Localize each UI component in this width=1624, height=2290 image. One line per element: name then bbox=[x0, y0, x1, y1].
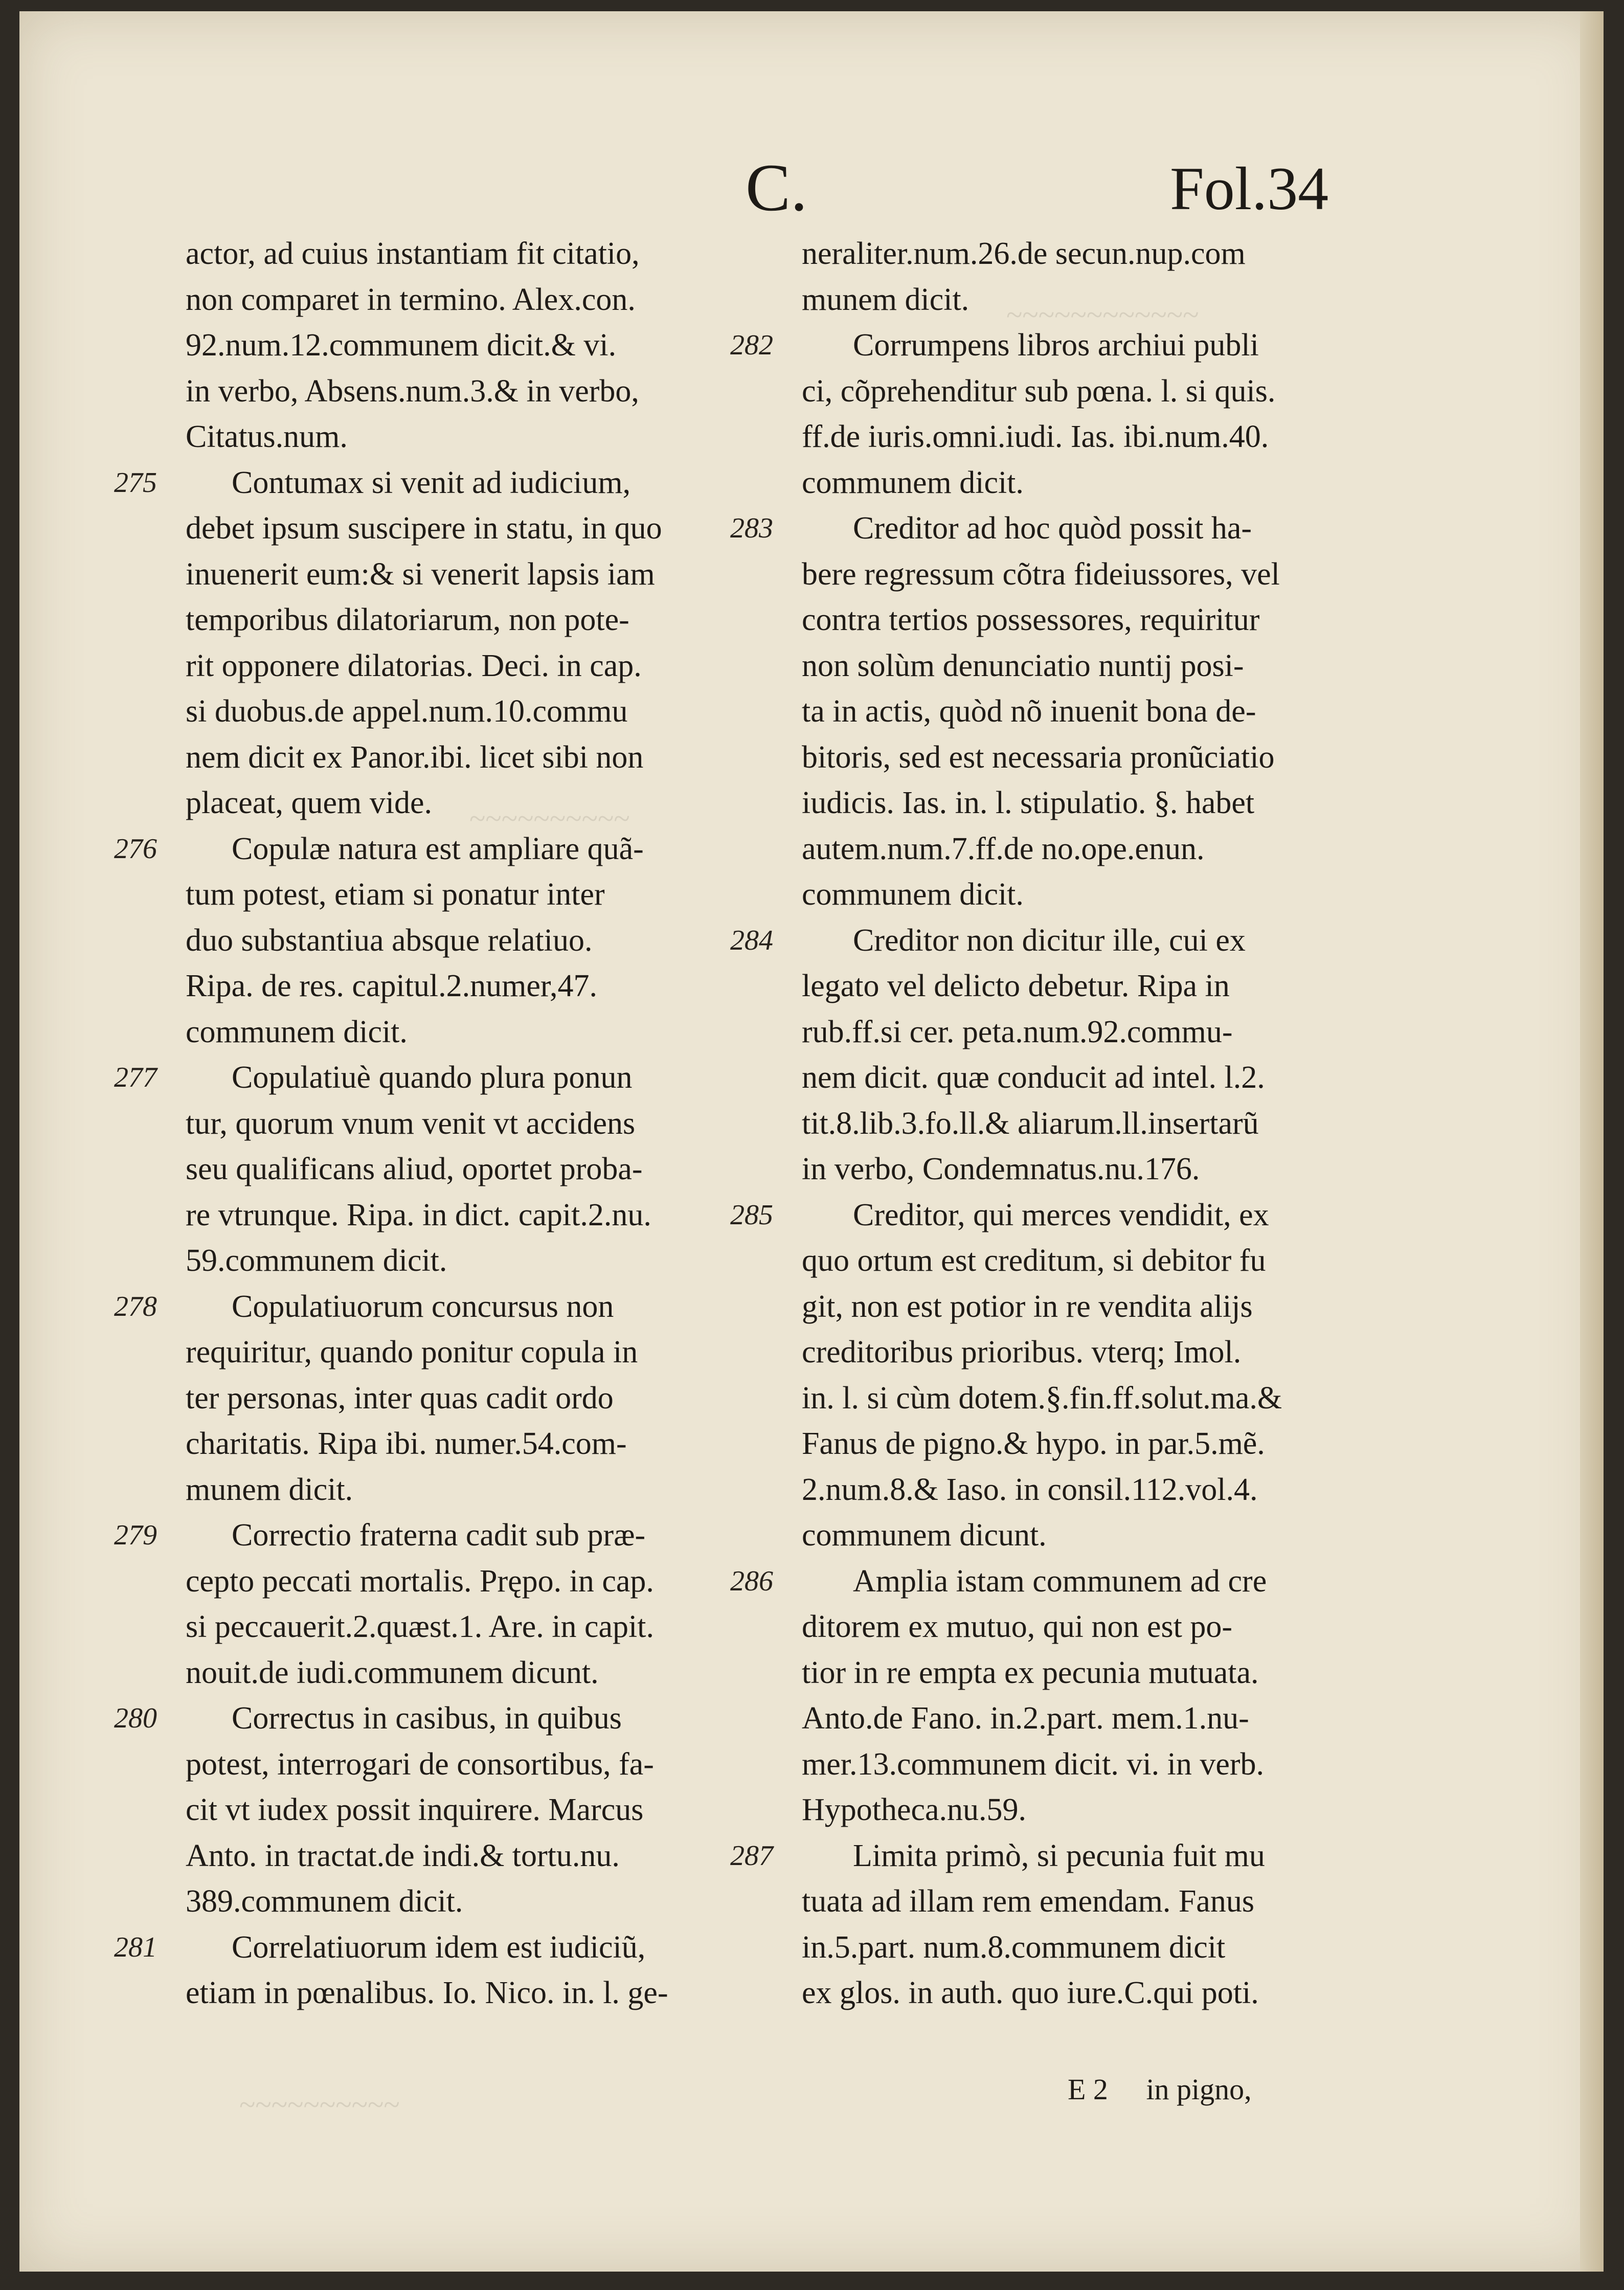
text-line bbox=[114, 231, 753, 277]
left-column bbox=[114, 231, 753, 2016]
text-line bbox=[730, 1330, 1390, 1376]
text-line bbox=[114, 1925, 753, 1971]
signature-mark: E 2 bbox=[1068, 2073, 1108, 2106]
text-line bbox=[114, 1193, 753, 1239]
line-text: 2.num.8.& Iaso. in consil.112.vol.4. bbox=[802, 1472, 1258, 1507]
text-line bbox=[114, 506, 753, 552]
text-line bbox=[114, 918, 753, 964]
text-line bbox=[114, 1650, 753, 1696]
text-line bbox=[114, 597, 753, 643]
line-text: contra tertios possessores, requiritur bbox=[802, 602, 1260, 637]
text-line bbox=[114, 1833, 753, 1879]
line-text: in. l. si cùm dotem.§.fin.ff.solut.ma.& bbox=[802, 1380, 1282, 1416]
text-line bbox=[730, 1055, 1390, 1101]
line-text: 389.communem dicit. bbox=[186, 1884, 463, 1919]
line-text: Limita primò, si pecunia fuit mu bbox=[853, 1838, 1265, 1873]
line-text: placeat, quem vide. bbox=[186, 785, 433, 820]
text-line bbox=[730, 460, 1390, 506]
catchword: in pigno, bbox=[1146, 2073, 1252, 2106]
line-text: munem dicit. bbox=[186, 1472, 353, 1507]
line-text: in verbo, Absens.num.3.& in verbo, bbox=[186, 373, 639, 409]
line-text: 59.communem dicit. bbox=[186, 1243, 447, 1278]
text-line bbox=[730, 1238, 1390, 1284]
page-footer bbox=[1068, 2072, 1252, 2106]
entry-number: 285 bbox=[730, 1199, 773, 1231]
line-text: autem.num.7.ff.de no.ope.enun. bbox=[802, 831, 1205, 866]
entry-number: 278 bbox=[114, 1290, 157, 1322]
text-line bbox=[730, 231, 1390, 277]
line-text: communem dicit. bbox=[802, 877, 1024, 912]
line-text: git, non est potior in re vendita alijs bbox=[802, 1289, 1253, 1324]
line-text: Anto. in tractat.de indi.& tortu.nu. bbox=[186, 1838, 620, 1873]
line-text: Copulæ natura est ampliare quã- bbox=[232, 831, 644, 866]
text-line bbox=[114, 1147, 753, 1193]
text-line bbox=[730, 1604, 1390, 1650]
book-page bbox=[19, 11, 1604, 2272]
text-line bbox=[730, 643, 1390, 689]
line-text: Correctio fraterna cadit sub præ- bbox=[232, 1518, 646, 1553]
folio-number: Fol.34 bbox=[1170, 154, 1329, 222]
line-text: duo substantiua absque relatiuo. bbox=[186, 923, 593, 958]
line-text: rub.ff.si cer. peta.num.92.commu- bbox=[802, 1014, 1233, 1049]
text-line bbox=[114, 369, 753, 415]
text-line bbox=[114, 1696, 753, 1742]
line-text: charitatis. Ripa ibi. numer.54.com- bbox=[186, 1426, 627, 1461]
line-text: cepto peccati mortalis. Prępo. in cap. bbox=[186, 1563, 654, 1599]
entry-number: 283 bbox=[730, 512, 773, 544]
line-text: cit vt iudex possit inquirere. Marcus bbox=[186, 1792, 644, 1827]
line-text: tur, quorum vnum venit vt accidens bbox=[186, 1106, 636, 1141]
line-text: etiam in pœnalibus. Io. Nico. in. l. ge- bbox=[186, 1975, 668, 2010]
text-line bbox=[114, 1604, 753, 1650]
line-text: nem dicit. quæ conducit ad intel. l.2. bbox=[802, 1060, 1265, 1095]
text-line bbox=[730, 1970, 1390, 2016]
text-line bbox=[730, 323, 1390, 369]
text-line bbox=[730, 1467, 1390, 1513]
entry-number: 287 bbox=[730, 1839, 773, 1872]
line-text: Copulatiuè quando plura ponun bbox=[232, 1060, 633, 1095]
text-line bbox=[114, 1467, 753, 1513]
text-line bbox=[114, 277, 753, 323]
page-edge bbox=[1580, 11, 1604, 2272]
text-line bbox=[114, 1055, 753, 1101]
text-line bbox=[730, 1925, 1390, 1971]
line-text: Correlatiuorum idem est iudiciũ, bbox=[232, 1929, 646, 1965]
line-text: ta in actis, quòd nõ inuenit bona de- bbox=[802, 694, 1256, 729]
text-line bbox=[114, 1238, 753, 1284]
line-text: nem dicit ex Panor.ibi. licet sibi non bbox=[186, 739, 644, 775]
line-text: communem dicunt. bbox=[802, 1518, 1047, 1553]
line-text: inuenerit eum:& si venerit lapsis iam bbox=[186, 556, 655, 592]
entry-number: 281 bbox=[114, 1931, 157, 1963]
entry-number: 275 bbox=[114, 466, 157, 499]
line-text: Contumax si venit ad iudicium, bbox=[232, 465, 631, 500]
text-line bbox=[730, 1833, 1390, 1879]
text-line bbox=[114, 1421, 753, 1467]
text-line bbox=[730, 1009, 1390, 1056]
line-text: mer.13.communem dicit. vi. in verb. bbox=[802, 1746, 1264, 1782]
text-line bbox=[114, 780, 753, 826]
text-line bbox=[114, 1513, 753, 1559]
line-text: ex glos. in auth. quo iure.C.qui poti. bbox=[802, 1975, 1259, 2010]
text-line bbox=[114, 1009, 753, 1056]
text-line bbox=[114, 1330, 753, 1376]
text-line bbox=[730, 1193, 1390, 1239]
text-line bbox=[730, 1559, 1390, 1605]
line-text: communem dicit. bbox=[186, 1014, 408, 1049]
line-text: nouit.de iudi.communem dicunt. bbox=[186, 1655, 599, 1690]
text-line bbox=[114, 735, 753, 781]
line-text: actor, ad cuius instantiam fit citatio, bbox=[186, 236, 640, 271]
line-text: non solùm denunciatio nuntij posi- bbox=[802, 648, 1244, 683]
text-line bbox=[730, 872, 1390, 918]
line-text: quo ortum est creditum, si debitor fu bbox=[802, 1243, 1266, 1278]
line-text: Creditor, qui merces vendidit, ex bbox=[853, 1197, 1269, 1232]
text-line bbox=[730, 735, 1390, 781]
text-line bbox=[730, 277, 1390, 323]
line-text: creditoribus prioribus. vterq; Imol. bbox=[802, 1335, 1242, 1369]
line-text: munem dicit. bbox=[802, 282, 969, 317]
line-text: ff.de iuris.omni.iudi. Ias. ibi.num.40. bbox=[802, 419, 1269, 454]
text-line bbox=[114, 1787, 753, 1833]
text-line bbox=[114, 963, 753, 1009]
line-text: Corrumpens libros archiui publi bbox=[853, 328, 1259, 363]
line-text: ditorem ex mutuo, qui non est po- bbox=[802, 1609, 1233, 1644]
line-text: bitoris, sed est necessaria pronũciatio bbox=[802, 739, 1275, 775]
text-line bbox=[114, 1879, 753, 1925]
text-line bbox=[730, 1421, 1390, 1467]
text-line bbox=[114, 643, 753, 689]
text-line bbox=[114, 414, 753, 460]
text-line bbox=[730, 1284, 1390, 1330]
text-line bbox=[730, 1101, 1390, 1147]
line-text: re vtrunque. Ripa. in dict. capit.2.nu. bbox=[186, 1197, 651, 1232]
text-line bbox=[114, 552, 753, 598]
text-line bbox=[114, 826, 753, 872]
line-text: si peccauerit.2.quæst.1. Are. in capit. bbox=[186, 1609, 654, 1644]
line-text: Fanus de pigno.& hypo. in par.5.mẽ. bbox=[802, 1426, 1265, 1461]
text-line bbox=[730, 1879, 1390, 1925]
line-text: in.5.part. num.8.communem dicit bbox=[802, 1929, 1226, 1965]
text-line bbox=[730, 1742, 1390, 1788]
line-text: non comparet in termino. Alex.con. bbox=[186, 282, 636, 317]
line-text: ter personas, inter quas cadit ordo bbox=[186, 1380, 614, 1416]
line-text: rit opponere dilatorias. Deci. in cap. bbox=[186, 648, 642, 683]
text-line bbox=[730, 780, 1390, 826]
entry-number: 276 bbox=[114, 833, 157, 865]
line-text: tum potest, etiam si ponatur inter bbox=[186, 877, 605, 912]
text-line bbox=[730, 1787, 1390, 1833]
line-text: legato vel delicto debetur. Ripa in bbox=[802, 969, 1230, 1003]
text-line bbox=[730, 1376, 1390, 1422]
line-text: iudicis. Ias. in. l. stipulatio. §. habet bbox=[802, 785, 1255, 820]
text-line bbox=[730, 506, 1390, 552]
entry-number: 280 bbox=[114, 1702, 157, 1734]
line-text: Citatus.num. bbox=[186, 419, 348, 454]
entry-number: 286 bbox=[730, 1565, 773, 1597]
text-line bbox=[114, 689, 753, 735]
entry-number: 282 bbox=[730, 329, 773, 361]
line-text: communem dicit. bbox=[802, 465, 1024, 500]
text-line bbox=[730, 1696, 1390, 1742]
entry-number: 277 bbox=[114, 1062, 157, 1093]
line-text: Amplia istam communem ad cre bbox=[853, 1563, 1267, 1599]
entry-number: 284 bbox=[730, 924, 773, 956]
line-text: Anto.de Fano. in.2.part. mem.1.nu- bbox=[802, 1701, 1249, 1736]
text-line bbox=[730, 918, 1390, 964]
line-text: tit.8.lib.3.fo.ll.& aliarum.ll.insertarũ bbox=[802, 1106, 1259, 1141]
text-line bbox=[114, 1101, 753, 1147]
line-text: Ripa. de res. capitul.2.numer,47. bbox=[186, 969, 598, 1003]
line-text: neraliter.num.26.de secun.nup.com bbox=[802, 236, 1246, 271]
text-line bbox=[114, 1284, 753, 1330]
text-line bbox=[730, 689, 1390, 735]
line-text: 92.num.12.communem dicit.& vi. bbox=[186, 328, 617, 363]
text-line bbox=[114, 1970, 753, 2016]
line-text: in verbo, Condemnatus.nu.176. bbox=[802, 1152, 1200, 1186]
entry-number: 279 bbox=[114, 1519, 157, 1551]
text-line bbox=[730, 597, 1390, 643]
line-text: si duobus.de appel.num.10.commu bbox=[186, 694, 628, 729]
text-line bbox=[114, 1742, 753, 1788]
line-text: requiritur, quando ponitur copula in bbox=[186, 1335, 638, 1369]
text-line bbox=[114, 323, 753, 369]
line-text: debet ipsum suscipere in statu, in quo bbox=[186, 511, 662, 546]
text-line bbox=[730, 1650, 1390, 1696]
line-text: tior in re empta ex pecunia mutuata. bbox=[802, 1655, 1259, 1690]
show-through: ~~~~~~~~~~ bbox=[469, 802, 630, 835]
text-line bbox=[114, 1376, 753, 1422]
text-line bbox=[114, 460, 753, 506]
text-line bbox=[730, 369, 1390, 415]
show-through: ~~~~~~~~~~ bbox=[239, 2088, 400, 2121]
text-line bbox=[730, 963, 1390, 1009]
line-text: ci, cõprehenditur sub pœna. l. si quis. bbox=[802, 373, 1276, 409]
line-text: Hypotheca.nu.59. bbox=[802, 1792, 1027, 1827]
line-text: Creditor non dicitur ille, cui ex bbox=[853, 923, 1246, 958]
text-line bbox=[730, 414, 1390, 460]
line-text: seu qualificans aliud, oportet proba- bbox=[186, 1152, 643, 1186]
running-head-letter: C. bbox=[746, 150, 808, 225]
line-text: potest, interrogari de consortibus, fa- bbox=[186, 1746, 654, 1782]
line-text: Correctus in casibus, in quibus bbox=[232, 1701, 622, 1736]
line-text: Creditor ad hoc quòd possit ha- bbox=[853, 511, 1252, 546]
line-text: bere regressum cõtra fideiussores, vel bbox=[802, 556, 1280, 592]
text-line bbox=[114, 872, 753, 918]
show-through: ~~~~~~~~~~~~ bbox=[1006, 298, 1199, 331]
right-column bbox=[730, 231, 1390, 2016]
text-line bbox=[114, 1559, 753, 1605]
text-line bbox=[730, 552, 1390, 598]
line-text: temporibus dilatoriarum, non pote- bbox=[186, 602, 629, 637]
text-line bbox=[730, 1147, 1390, 1193]
line-text: tuata ad illam rem emendam. Fanus bbox=[802, 1884, 1254, 1919]
text-line bbox=[730, 1513, 1390, 1559]
text-line bbox=[730, 826, 1390, 872]
line-text: Copulatiuorum concursus non bbox=[232, 1289, 614, 1324]
